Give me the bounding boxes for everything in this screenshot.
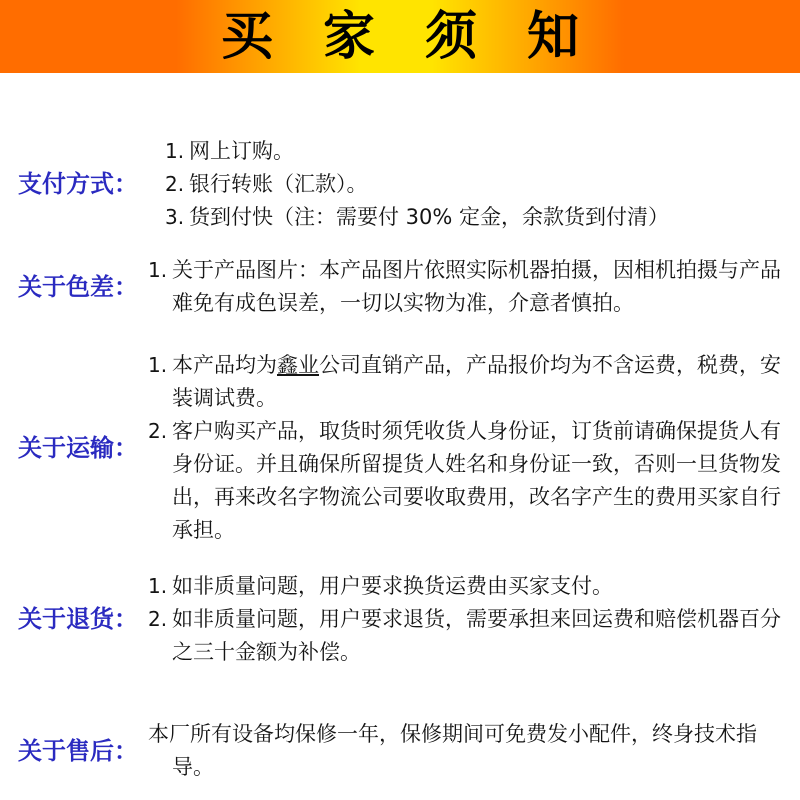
header-banner [0, 0, 800, 73]
underlined-text: 鑫业 [277, 353, 319, 377]
notice-item [148, 254, 788, 320]
section-content [148, 135, 800, 234]
notice-item [148, 349, 788, 415]
item-number: 1. [148, 353, 168, 377]
section-content [148, 570, 788, 669]
item-text: 客户购买产品，取货时须凭收货人身份证，订货前请确保提货人有身份证。并且确保所留提货人姓名和身份证一致，否则一旦货物发出，再来改名字物流公司要收取费用，改名字产生的费用买家自行承担。 [172, 419, 781, 542]
section [0, 570, 800, 669]
page-title: 买家须知 [220, 6, 629, 67]
item-number: 1. [148, 574, 168, 598]
item-text: 银行转账（汇款）。 [189, 172, 368, 196]
notice-item [148, 415, 788, 547]
notice-item [165, 168, 800, 201]
item-text: 货到付快（注：需要付 30% 定金，余款货到付清） [189, 205, 670, 229]
section [0, 349, 800, 547]
item-text: 本产品均为 [172, 353, 277, 377]
section [0, 254, 800, 320]
item-number: 1. [148, 258, 168, 282]
item-text: 如非质量问题，用户要求换货运费由买家支付。 [172, 574, 613, 598]
item-number: 2. [165, 172, 185, 196]
item-text: 关于产品图片：本产品图片依照实际机器拍摄，因相机拍摄与产品难免有成色误差，一切以实物为准，介意者慎拍。 [172, 258, 781, 315]
item-text: 如非质量问题，用户要求退货，需要承担来回运费和赔偿机器百分之三十金额为补偿。 [172, 607, 781, 664]
section-content [148, 349, 788, 547]
item-number: 3. [165, 205, 185, 229]
item-text: 本厂所有设备均保修一年，保修期间可免费发小配件，终身技术指导。 [148, 722, 757, 779]
item-number: 2. [148, 607, 168, 631]
section-label: 关于退货： [18, 605, 138, 633]
notice-item [148, 718, 788, 784]
notice-item [165, 135, 800, 168]
section [0, 135, 800, 234]
sections [0, 135, 800, 784]
notice-item [148, 570, 788, 603]
section [0, 718, 800, 784]
section-label: 关于售后： [18, 736, 138, 765]
item-text: 公司直销产品，产品报价均为不含运费，税费，安装调试费。 [172, 353, 781, 410]
section-content [148, 718, 788, 784]
item-text: 网上订购。 [189, 139, 294, 163]
section-label: 关于色差： [18, 272, 138, 301]
section-content [148, 254, 788, 320]
notice-item [165, 201, 800, 234]
section-label: 支付方式： [18, 170, 138, 198]
section-label: 关于运输： [18, 433, 138, 462]
notice-item [148, 603, 788, 669]
item-number: 2. [148, 419, 168, 443]
item-number: 1. [165, 139, 185, 163]
